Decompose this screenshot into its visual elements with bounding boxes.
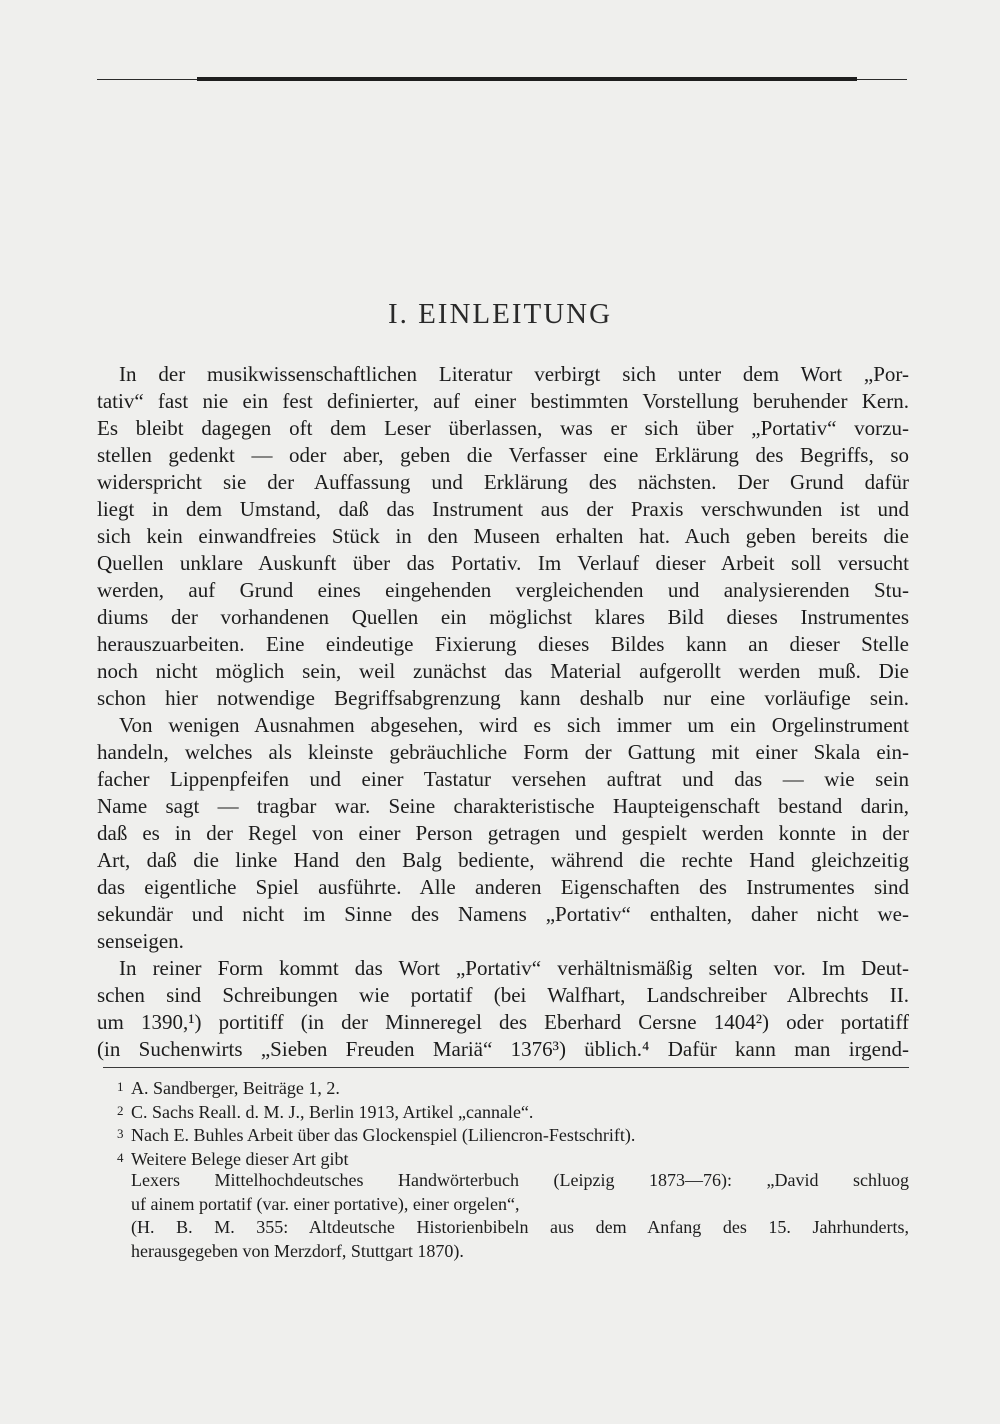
body-line: Quellen unklare Auskunft über das Portativ. Im Verlauf dieser Arbeit soll versucht: [97, 551, 909, 575]
footnotes: [103, 1075, 909, 1263]
body-line: schen sind Schreibungen wie portatif (bei Walfhart, Landschreiber Albrechts II.: [97, 983, 909, 1007]
body-line: Art, daß die linke Hand den Balg bediente, während die rechte Hand gleichzeitig: [97, 848, 909, 872]
body-line: das eigentliche Spiel ausführte. Alle anderen Eigenschaften des Instrumentes sind: [97, 875, 909, 899]
body-line: Es bleibt dagegen oft dem Leser überlassen, was er sich über „Portativ“ vorzu-: [97, 416, 909, 440]
body-line: werden, auf Grund eines eingehenden vergleichenden und analysierenden Stu-: [97, 578, 909, 602]
body-line: daß es in der Regel von einer Person getragen und gespielt werden konnte in der: [97, 821, 909, 845]
body-line: facher Lippenpfeifen und einer Tastatur versehen auftrat und das — wie sein: [97, 767, 909, 791]
footnote-marker: 4: [117, 1149, 124, 1165]
footnote-marker: 1: [117, 1079, 124, 1094]
footnote-4: [103, 1146, 909, 1170]
body-line: senseigen.: [97, 929, 184, 953]
footnote-text: A. Sandberger, Beiträge 1, 2.: [131, 1078, 340, 1098]
footnote-4-line: uf ainem portatif (var. einer portative), einer orgelen“,: [131, 1193, 520, 1214]
body-line: sekundär und nicht im Sinne des Namens „Portativ“ enthalten, daher nicht we-: [97, 902, 909, 926]
body-line: stellen gedenkt — oder aber, geben die Verfasser eine Erklärung des Begriffs, so: [97, 443, 909, 467]
body-line: tativ“ fast nie ein fest definierter, auf einer bestimmten Vorstellung beruhender Kern.: [97, 389, 909, 413]
footnote-1: [103, 1075, 909, 1099]
footnote-4-line: herausgegeben von Merzdorf, Stuttgart 1870).: [131, 1240, 464, 1261]
body-line: um 1390,¹) portitiff (in der Minneregel des Eberhard Cersne 1404²) oder portatiff: [97, 1010, 909, 1034]
body-text: [97, 361, 909, 1063]
footnote-rule: [103, 1067, 909, 1068]
header-rule-thick: [197, 77, 857, 81]
body-line: herauszuarbeiten. Eine eindeutige Fixierung dieses Bildes kann an dieser Stelle: [97, 632, 909, 656]
footnote-3: [103, 1122, 909, 1146]
body-line: diums der vorhandenen Quellen ein möglichst klares Bild dieses Instrumentes: [97, 605, 909, 629]
footnote-2: [103, 1099, 909, 1123]
body-line: noch nicht möglich sein, weil zunächst das Material aufgerollt werden muß. Die: [97, 659, 909, 683]
body-line: widerspricht sie der Auffassung und Erklärung des nächsten. Der Grund dafür: [97, 470, 909, 494]
body-line: handeln, welches als kleinste gebräuchliche Form der Gattung mit einer Skala ein-: [97, 740, 909, 764]
body-line: In der musikwissenschaftlichen Literatur verbirgt sich unter dem Wort „Por-: [119, 362, 909, 386]
body-line: Von wenigen Ausnahmen abgesehen, wird es sich immer um ein Orgelinstrument: [119, 713, 909, 737]
chapter-title: I. EINLEITUNG: [387, 298, 613, 330]
footnote-marker: 2: [117, 1102, 124, 1118]
body-line: liegt in dem Umstand, daß das Instrument aus der Praxis verschwunden ist und: [97, 497, 909, 521]
body-line: Name sagt — tragbar war. Seine charakteristische Haupteigenschaft bestand darin,: [97, 794, 909, 818]
body-line: In reiner Form kommt das Wort „Portativ“ verhältnismäßig selten vor. Im Deut-: [119, 956, 909, 980]
footnote-marker: 3: [117, 1126, 124, 1141]
footnote-4-line: (H. B. M. 355: Altdeutsche Historienbibeln aus dem Anfang des 15. Jahrhunderts,: [131, 1217, 909, 1237]
footnote-text: Nach E. Buhles Arbeit über das Glockenspiel (Liliencron-Festschrift).: [131, 1125, 636, 1145]
body-line: sich kein einwandfreies Stück in den Museen erhalten hat. Auch geben bereits die: [97, 524, 909, 548]
footnote-text: Weitere Belege dieser Art gibt: [131, 1148, 349, 1169]
footnote-4-line: Lexers Mittelhochdeutsches Handwörterbuch (Leipzig 1873—76): „David schluog: [131, 1170, 909, 1190]
body-line: schon hier notwendige Begriffsabgrenzung kann deshalb nur eine vorläufige sein.: [97, 686, 909, 710]
body-line: (in Suchenwirts „Sieben Freuden Mariä“ 1376³) üblich.⁴ Dafür kann man irgend-: [97, 1037, 909, 1061]
footnote-text: C. Sachs Reall. d. M. J., Berlin 1913, Artikel „cannale“.: [131, 1101, 534, 1122]
